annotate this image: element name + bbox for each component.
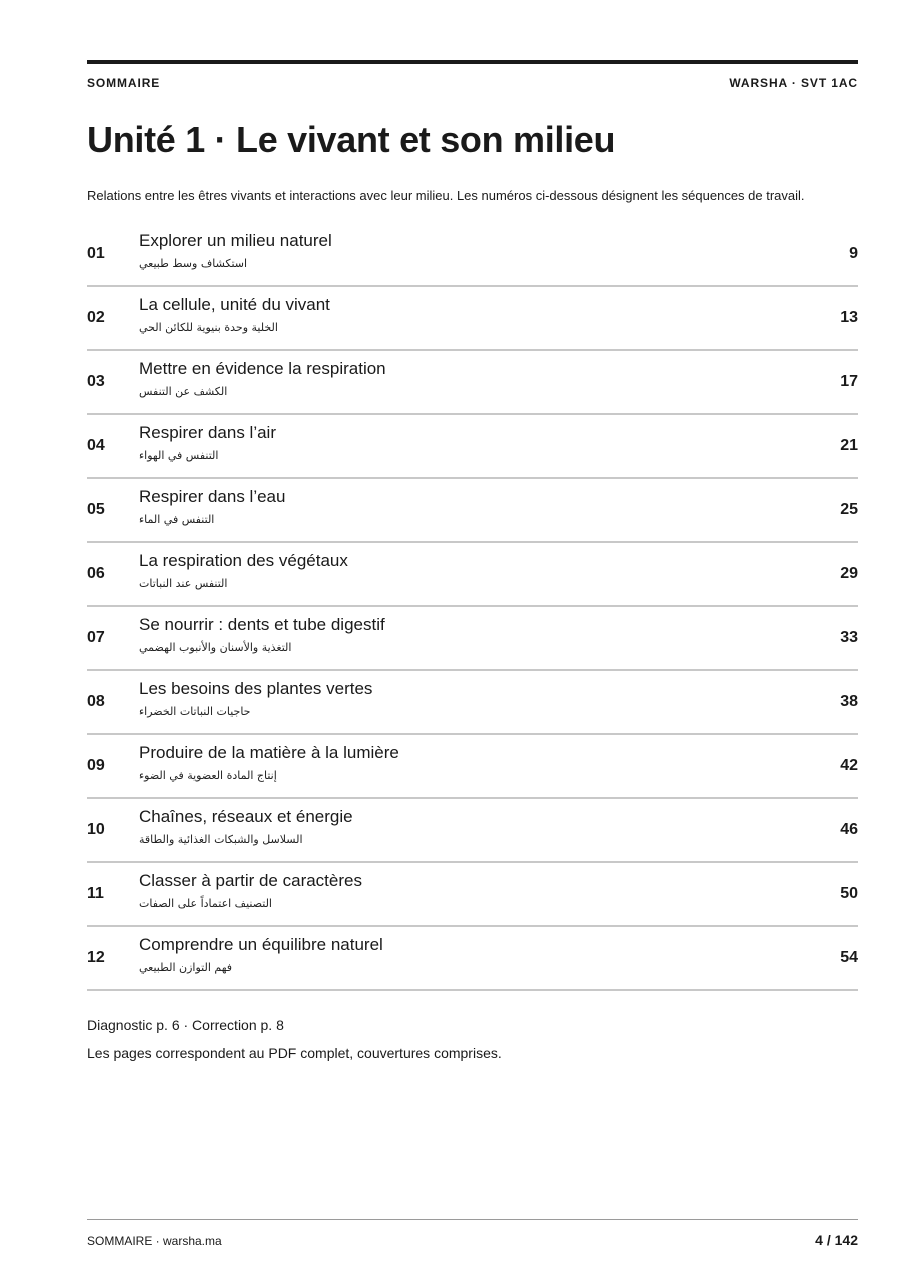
toc-entry-page: 50 (840, 885, 858, 902)
toc-entry-number: 05 (87, 501, 105, 518)
toc-entry-titles (139, 742, 798, 784)
toc-entry[interactable] (87, 543, 858, 607)
toc-entry-title: Respirer dans l’eau (139, 487, 286, 506)
toc-entry-title: La cellule, unité du vivant (139, 295, 330, 314)
diagnostic-note: Diagnostic p. 6 · Correction p. 8 (87, 1017, 284, 1033)
toc-entry-arabic-title: الخلية وحدة بنيوية للكائن الحي (139, 321, 278, 334)
toc-entry-titles (139, 486, 798, 528)
toc-entry-title: Comprendre un équilibre naturel (139, 935, 383, 954)
toc-entry-titles (139, 614, 798, 656)
toc-entry-title: Respirer dans l’air (139, 423, 276, 442)
toc-entry-title: Explorer un milieu naturel (139, 231, 332, 250)
toc-entry-arabic-title: الكشف عن التنفس (139, 385, 228, 398)
toc-entry-page: 9 (849, 245, 858, 262)
toc-entry-arabic-title: حاجيات النباتات الخضراء (139, 705, 251, 718)
toc-entry-number: 08 (87, 693, 105, 710)
toc-entry-page: 17 (840, 373, 858, 390)
toc-entry-page: 13 (840, 309, 858, 326)
toc-entry[interactable] (87, 927, 858, 991)
document-page (87, 60, 858, 1260)
toc-entry[interactable] (87, 671, 858, 735)
toc-entry-titles (139, 294, 798, 336)
toc-entry-number: 04 (87, 437, 105, 454)
toc-entry-title: Mettre en évidence la respiration (139, 359, 386, 378)
toc-entry[interactable] (87, 863, 858, 927)
toc-entry-title: Chaînes, réseaux et énergie (139, 807, 353, 826)
publication-label: WARSHA · SVT 1AC (729, 76, 858, 90)
toc-entry-page: 38 (840, 693, 858, 710)
toc-entry-page: 21 (840, 437, 858, 454)
toc-entry[interactable] (87, 287, 858, 351)
toc-entry-title: Les besoins des plantes vertes (139, 679, 373, 698)
toc-entry[interactable] (87, 351, 858, 415)
toc-entry-arabic-title: فهم التوازن الطبيعي (139, 961, 233, 974)
toc-entry[interactable] (87, 799, 858, 863)
footer-label: SOMMAIRE · warsha.ma (87, 1234, 222, 1248)
toc-entry-titles (139, 870, 798, 912)
toc-entry-number: 03 (87, 373, 105, 390)
toc-entry-number: 11 (87, 885, 104, 902)
pagination-note: Les pages correspondent au PDF complet, couvertures comprises. (87, 1045, 502, 1061)
toc-entry-title: Produire de la matière à la lumière (139, 743, 399, 762)
toc-entry[interactable] (87, 607, 858, 671)
toc-entry-number: 10 (87, 821, 105, 838)
running-head (87, 76, 858, 90)
toc-entry-page: 25 (840, 501, 858, 518)
toc-entry-number: 02 (87, 309, 105, 326)
toc-entry-titles (139, 230, 798, 272)
toc-entry-number: 09 (87, 757, 105, 774)
toc-entry-titles (139, 806, 798, 848)
table-of-contents (87, 223, 858, 991)
toc-entry-titles (139, 358, 798, 400)
toc-entry-arabic-title: إنتاج المادة العضوية في الضوء (139, 769, 277, 782)
toc-entry-arabic-title: التصنيف اعتماداً على الصفات (139, 897, 272, 910)
toc-entry-titles (139, 422, 798, 464)
toc-entry-number: 12 (87, 949, 105, 966)
toc-entry-arabic-title: التغذية والأسنان والأنبوب الهضمي (139, 641, 292, 654)
page-footer (87, 1219, 858, 1248)
toc-entry-arabic-title: استكشاف وسط طبيعي (139, 257, 248, 270)
toc-entry-number: 06 (87, 565, 105, 582)
toc-entry-title: La respiration des végétaux (139, 551, 348, 570)
toc-entry[interactable] (87, 479, 858, 543)
notes (87, 1011, 858, 1067)
toc-entry-arabic-title: التنفس عند النباتات (139, 577, 228, 590)
toc-entry-number: 07 (87, 629, 105, 646)
toc-entry-arabic-title: السلاسل والشبكات الغذائية والطاقة (139, 833, 303, 846)
top-rule (87, 60, 858, 64)
toc-entry-title: Se nourrir : dents et tube digestif (139, 615, 385, 634)
toc-entry-page: 46 (840, 821, 858, 838)
toc-entry-title: Classer à partir de caractères (139, 871, 362, 890)
toc-entry-page: 29 (840, 565, 858, 582)
toc-entry-titles (139, 550, 798, 592)
toc-entry-page: 54 (840, 949, 858, 966)
toc-entry[interactable] (87, 735, 858, 799)
section-label: SOMMAIRE (87, 76, 161, 90)
toc-entry-number: 01 (87, 245, 105, 262)
intro-text: Relations entre les êtres vivants et interactions avec leur milieu. Les numéros ci-dessous désignent les séquences de travail. (87, 188, 805, 203)
toc-entry-titles (139, 678, 798, 720)
toc-entry[interactable] (87, 223, 858, 287)
unit-title: Unité 1 · Le vivant et son milieu (87, 119, 616, 160)
toc-entry-titles (139, 934, 798, 976)
toc-entry-page: 33 (840, 629, 858, 646)
page-number: 4 / 142 (815, 1232, 858, 1248)
toc-entry-arabic-title: التنفس في الماء (139, 513, 215, 526)
toc-entry-page: 42 (840, 757, 858, 774)
toc-entry[interactable] (87, 415, 858, 479)
toc-entry-arabic-title: التنفس في الهواء (139, 449, 219, 462)
